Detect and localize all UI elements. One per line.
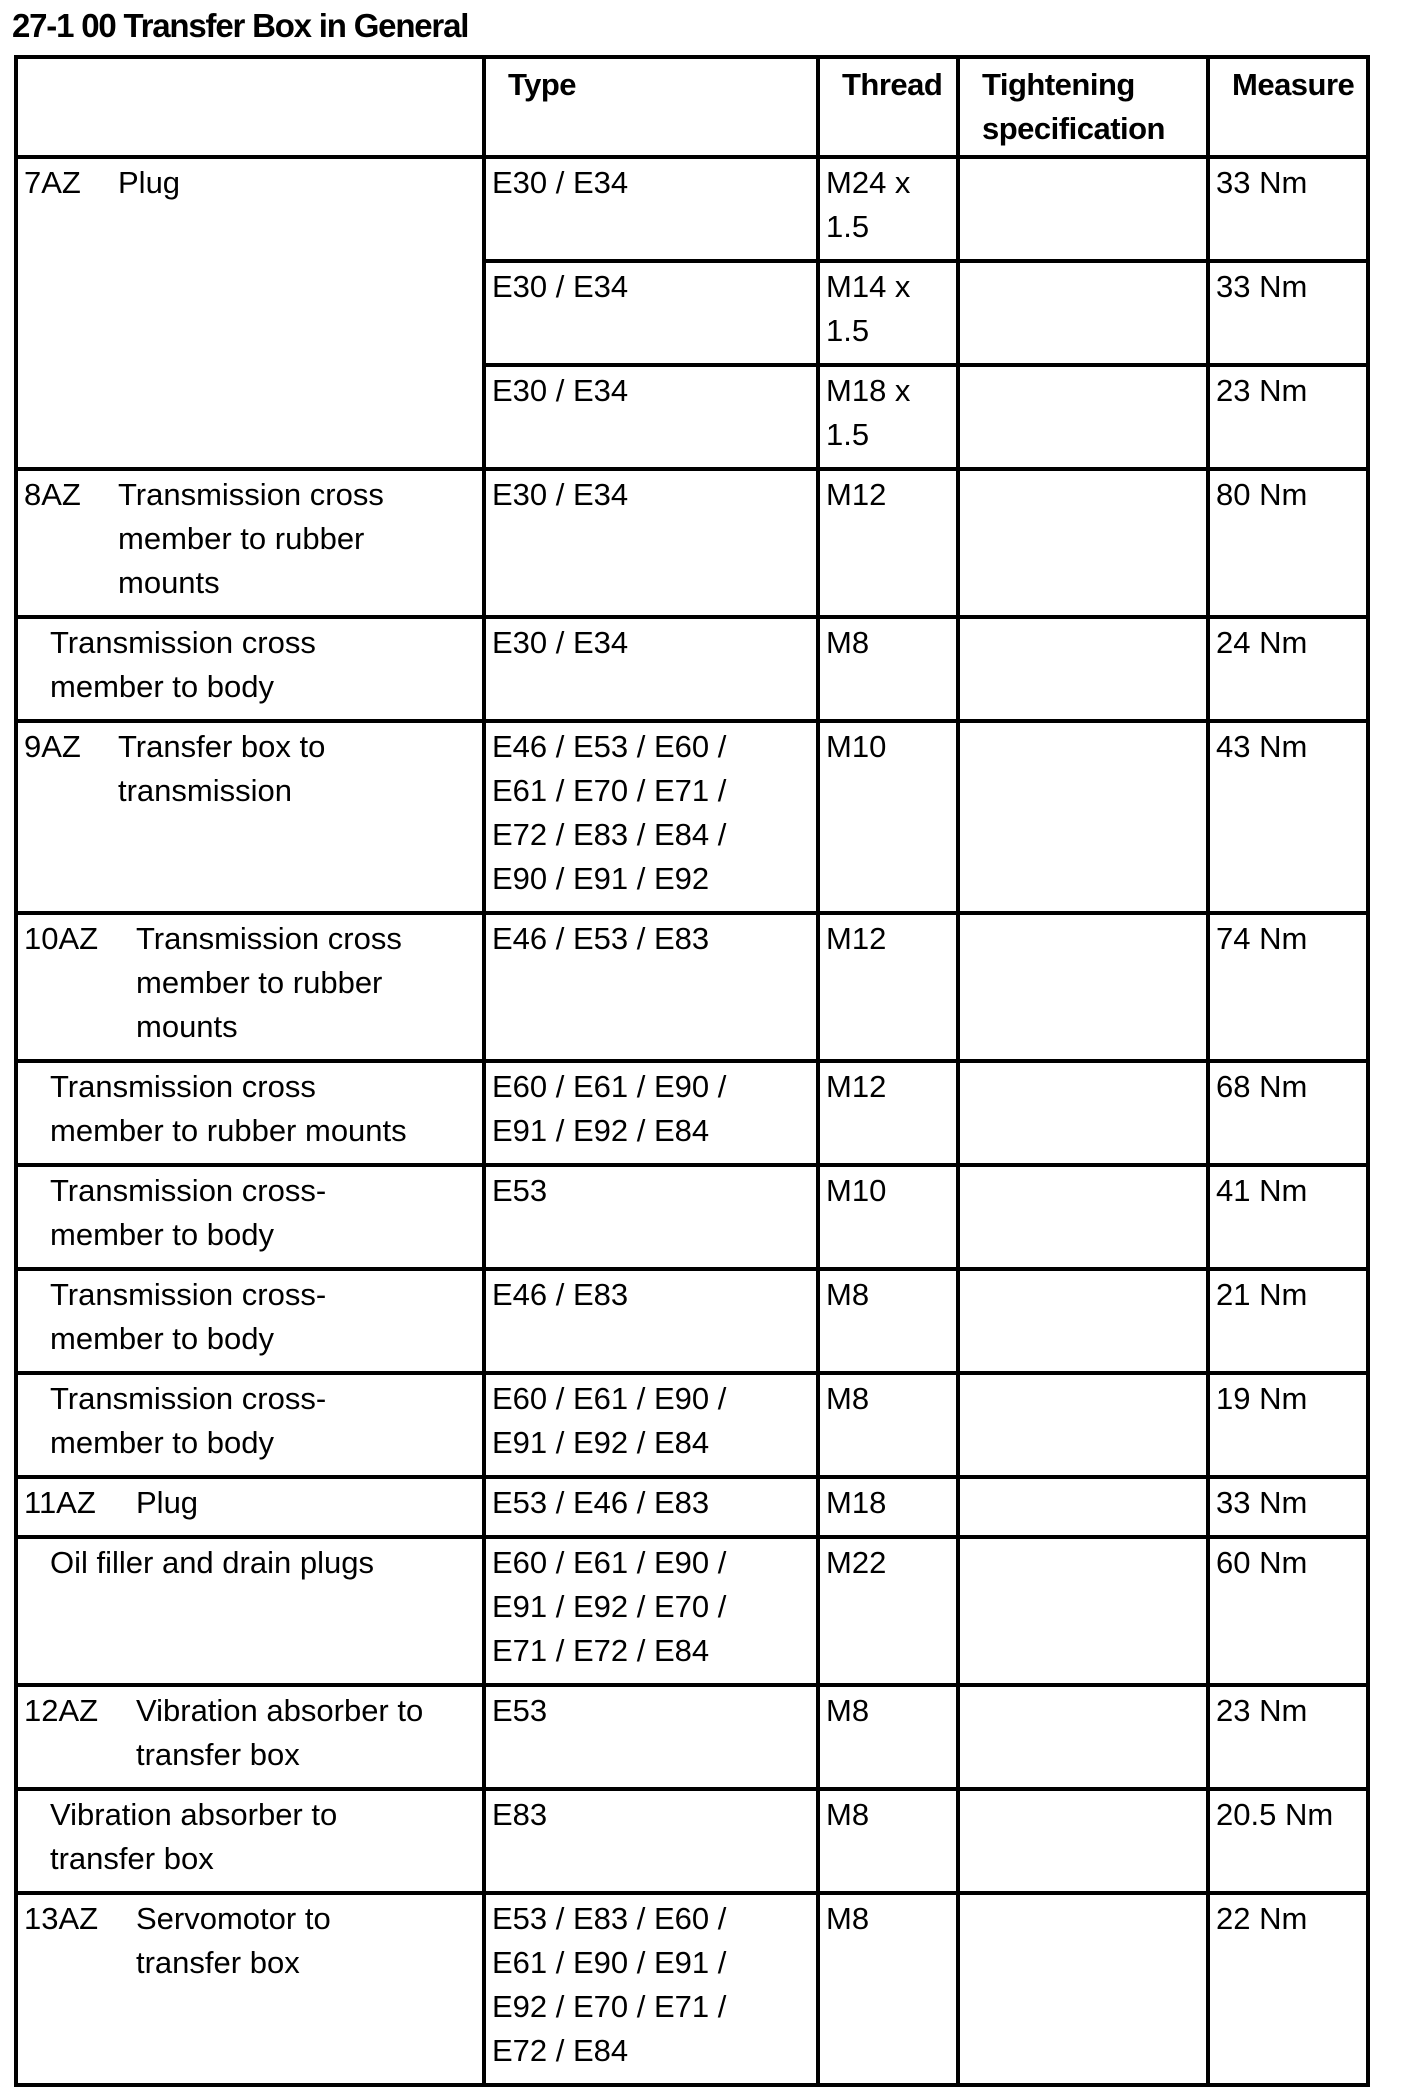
table-row <box>16 1373 1368 1477</box>
type-cell: E30 / E34 <box>484 469 818 617</box>
tightening-spec-cell <box>958 1061 1208 1165</box>
component-description: Transmission cross- member to body <box>50 1173 327 1252</box>
component-description: Servomotor to transfer box <box>136 1901 331 1980</box>
torque-spec-table <box>14 55 1370 2087</box>
tightening-spec-cell <box>958 1165 1208 1269</box>
table-row <box>16 617 1368 721</box>
thread-cell: M8 <box>818 1789 958 1893</box>
type-cell: E46 / E53 / E83 <box>484 913 818 1061</box>
component-description: Transmission cross member to body <box>50 625 316 704</box>
measure-cell: 23 Nm <box>1208 365 1368 469</box>
tightening-spec-cell <box>958 721 1208 913</box>
type-cell: E60 / E61 / E90 / E91 / E92 / E84 <box>484 1061 818 1165</box>
table-row <box>16 1893 1368 2085</box>
table-body <box>16 157 1368 2085</box>
type-cell: E30 / E34 <box>484 157 818 261</box>
component-description: Transfer box to transmission <box>118 729 326 808</box>
component-description: Transmission cross- member to body <box>50 1381 327 1460</box>
tightening-spec-cell <box>958 157 1208 261</box>
component-description: Transmission cross member to rubber mounts <box>136 921 402 1044</box>
component-description: Oil filler and drain plugs <box>50 1545 374 1580</box>
component-cell <box>16 617 484 721</box>
measure-cell: 60 Nm <box>1208 1537 1368 1685</box>
thread-cell: M12 <box>818 913 958 1061</box>
component-cell <box>16 1477 484 1537</box>
component-description: Plug <box>118 165 181 200</box>
table-row <box>16 1061 1368 1165</box>
type-cell: E46 / E83 <box>484 1269 818 1373</box>
tightening-spec-cell <box>958 365 1208 469</box>
type-cell: E53 / E83 / E60 / E61 / E90 / E91 / E92 / E70 / E71 / E72 / E84 <box>484 1893 818 2085</box>
component-cell <box>16 1893 484 2085</box>
tightening-spec-cell <box>958 1537 1208 1685</box>
table-row <box>16 1477 1368 1537</box>
thread-cell: M22 <box>818 1537 958 1685</box>
component-id: 12AZ <box>24 1693 99 1728</box>
measure-cell: 24 Nm <box>1208 617 1368 721</box>
component-id: 10AZ <box>24 921 99 956</box>
component-cell <box>16 1685 484 1789</box>
component-cell <box>16 1165 484 1269</box>
thread-cell: M24 x 1.5 <box>818 157 958 261</box>
measure-cell: 19 Nm <box>1208 1373 1368 1477</box>
measure-cell: 43 Nm <box>1208 721 1368 913</box>
thread-cell: M8 <box>818 1893 958 2085</box>
type-cell: E46 / E53 / E60 / E61 / E70 / E71 / E72 / E83 / E84 / E90 / E91 / E92 <box>484 721 818 913</box>
measure-cell: 22 Nm <box>1208 1893 1368 2085</box>
thread-cell: M8 <box>818 1373 958 1477</box>
measure-cell: 68 Nm <box>1208 1061 1368 1165</box>
component-description: Vibration absorber to transfer box <box>50 1797 338 1876</box>
tightening-spec-cell <box>958 1269 1208 1373</box>
tightening-spec-cell <box>958 1373 1208 1477</box>
measure-cell: 21 Nm <box>1208 1269 1368 1373</box>
component-description: Transmission cross member to rubber mounts <box>50 1069 407 1148</box>
tightening-spec-cell <box>958 1893 1208 2085</box>
thread-cell: M18 <box>818 1477 958 1537</box>
type-cell: E30 / E34 <box>484 365 818 469</box>
thread-cell: M18 x 1.5 <box>818 365 958 469</box>
thread-cell: M8 <box>818 617 958 721</box>
tightening-spec-cell <box>958 1477 1208 1537</box>
tightening-spec-cell <box>958 617 1208 721</box>
component-description: Transmission cross member to rubber mounts <box>118 477 384 600</box>
component-cell <box>16 1789 484 1893</box>
measure-cell: 80 Nm <box>1208 469 1368 617</box>
table-row <box>16 721 1368 913</box>
header-type: Type <box>484 57 818 157</box>
component-cell <box>16 1061 484 1165</box>
table-row <box>16 1789 1368 1893</box>
type-cell: E60 / E61 / E90 / E91 / E92 / E70 / E71 / E72 / E84 <box>484 1537 818 1685</box>
measure-cell: 23 Nm <box>1208 1685 1368 1789</box>
thread-cell: M12 <box>818 469 958 617</box>
table-row <box>16 1537 1368 1685</box>
measure-cell: 33 Nm <box>1208 1477 1368 1537</box>
table-row <box>16 469 1368 617</box>
measure-cell: 33 Nm <box>1208 261 1368 365</box>
component-description: Transmission cross- member to body <box>50 1277 327 1356</box>
tightening-spec-cell <box>958 261 1208 365</box>
component-id: 13AZ <box>24 1901 99 1936</box>
header-tightening-specification: Tightening specification <box>958 57 1208 157</box>
thread-cell: M8 <box>818 1269 958 1373</box>
table-row <box>16 157 1368 261</box>
component-id: 8AZ <box>24 477 81 512</box>
component-cell <box>16 721 484 913</box>
header-component <box>16 57 484 157</box>
component-cell <box>16 1373 484 1477</box>
table-header-row <box>16 57 1368 157</box>
component-cell <box>16 469 484 617</box>
component-cell <box>16 1269 484 1373</box>
type-cell: E83 <box>484 1789 818 1893</box>
thread-cell: M14 x 1.5 <box>818 261 958 365</box>
measure-cell: 41 Nm <box>1208 1165 1368 1269</box>
table-row <box>16 1165 1368 1269</box>
tightening-spec-cell <box>958 913 1208 1061</box>
tightening-spec-cell <box>958 1789 1208 1893</box>
thread-cell: M10 <box>818 1165 958 1269</box>
component-description: Plug <box>136 1485 199 1520</box>
table-row <box>16 1269 1368 1373</box>
component-cell <box>16 1537 484 1685</box>
type-cell: E53 <box>484 1165 818 1269</box>
component-description: Vibration absorber to transfer box <box>136 1693 424 1772</box>
component-id: 9AZ <box>24 729 81 764</box>
component-cell <box>16 157 484 469</box>
table-row <box>16 913 1368 1061</box>
tightening-spec-cell <box>958 1685 1208 1789</box>
thread-cell: M8 <box>818 1685 958 1789</box>
tightening-spec-cell <box>958 469 1208 617</box>
measure-cell: 33 Nm <box>1208 157 1368 261</box>
table-row <box>16 1685 1368 1789</box>
header-thread: Thread <box>818 57 958 157</box>
document-title: 27-1 00 Transfer Box in General <box>12 7 469 44</box>
header-measure: Measure <box>1208 57 1368 157</box>
type-cell: E30 / E34 <box>484 617 818 721</box>
measure-cell: 74 Nm <box>1208 913 1368 1061</box>
type-cell: E53 <box>484 1685 818 1789</box>
component-cell <box>16 913 484 1061</box>
type-cell: E30 / E34 <box>484 261 818 365</box>
measure-cell: 20.5 Nm <box>1208 1789 1368 1893</box>
component-id: 7AZ <box>24 165 81 200</box>
type-cell: E60 / E61 / E90 / E91 / E92 / E84 <box>484 1373 818 1477</box>
type-cell: E53 / E46 / E83 <box>484 1477 818 1537</box>
component-id: 11AZ <box>24 1485 96 1520</box>
thread-cell: M10 <box>818 721 958 913</box>
thread-cell: M12 <box>818 1061 958 1165</box>
